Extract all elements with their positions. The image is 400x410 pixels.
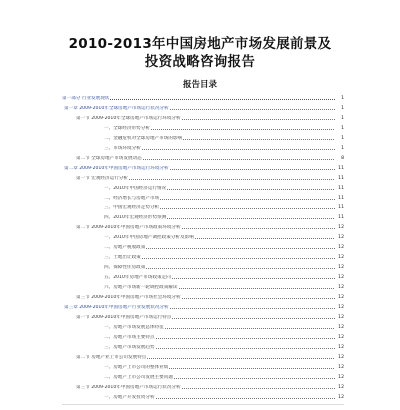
toc-entry-page: 1 <box>341 125 344 131</box>
toc-entry-page: 11 <box>338 185 344 191</box>
toc-entry[interactable] <box>76 223 344 230</box>
toc-leader-dots <box>156 348 335 349</box>
toc-leader-dots <box>110 99 335 100</box>
toc-entry[interactable] <box>104 263 344 270</box>
toc-entry-page: 11 <box>338 175 344 181</box>
toc-leader-dots <box>170 169 335 170</box>
toc-entry-text: 二、房地产税收政策 <box>104 245 146 251</box>
page-divider <box>62 404 344 405</box>
toc-entry-page: 1 <box>341 145 344 151</box>
toc-entry-text: 三、中国宏观经济走势分析 <box>104 205 160 211</box>
toc-entry[interactable] <box>104 273 344 280</box>
toc-entry[interactable] <box>76 353 344 360</box>
toc-entry[interactable] <box>76 293 344 300</box>
toc-leader-dots <box>143 159 335 160</box>
toc-leader-dots <box>167 218 335 219</box>
toc-entry-text: 一、房地产开发投资分析 <box>104 394 155 400</box>
toc-entry-text: 三、土地出让政策 <box>104 255 141 261</box>
toc-leader-dots <box>182 228 335 229</box>
toc-leader-dots <box>156 398 335 399</box>
toc-entry-page: 12 <box>338 314 344 320</box>
toc-entry-page: 12 <box>338 374 344 380</box>
toc-entry-text: 二、金融危机对全球房地产市场的影响 <box>104 135 183 141</box>
toc-entry[interactable] <box>104 134 344 141</box>
report-title-line-1: 2010-2013年中国房地产市场发展前景及 <box>68 36 332 52</box>
toc-entry-page: 11 <box>338 195 344 201</box>
toc-entry-page: 12 <box>338 255 344 261</box>
toc-entry[interactable] <box>104 283 344 290</box>
toc-entry[interactable] <box>76 114 344 121</box>
toc-entry-page: 11 <box>338 165 344 171</box>
toc-entry[interactable] <box>76 383 344 390</box>
toc-leader-dots <box>129 179 335 180</box>
toc-entry-text: 二、房地产市场主要特点 <box>104 334 155 340</box>
toc-entry-page: 12 <box>338 275 344 281</box>
toc-entry[interactable] <box>104 144 344 151</box>
toc-leader-dots <box>156 338 335 339</box>
toc-leader-dots <box>172 278 335 279</box>
toc-entry[interactable] <box>104 343 344 350</box>
toc-entry[interactable] <box>104 363 344 370</box>
toc-leader-dots <box>146 248 335 249</box>
toc-entry-text: 第二节 房地产业上市公司发展特点 <box>76 354 147 360</box>
toc-entry-text: 第一节 宏观经济运行分析 <box>76 175 128 181</box>
toc-entry[interactable] <box>64 303 344 310</box>
toc-entry[interactable] <box>104 323 344 330</box>
toc-entry-page: 12 <box>338 235 344 241</box>
toc-entry-page: 12 <box>338 324 344 330</box>
toc-entry-text: 六、房地产市场新一轮调控政策解读 <box>104 285 178 291</box>
toc-entry-text: 三、房地产市场发展趋势 <box>104 344 155 350</box>
toc-entry[interactable] <box>64 104 344 111</box>
toc-entry[interactable] <box>104 124 344 131</box>
toc-entry-page: 8 <box>341 155 344 161</box>
toc-entry[interactable] <box>64 164 344 171</box>
toc-entry-text: 第一部分 行业发展现状 <box>62 96 110 101</box>
toc-leader-dots <box>182 119 335 120</box>
toc-leader-dots <box>183 139 335 140</box>
toc-entry-text: 第三节 2009-2010年中国房地产市场运行状况分析 <box>76 384 181 390</box>
toc-entry[interactable] <box>104 194 344 201</box>
toc-entry-page: 12 <box>338 354 344 360</box>
toc-leader-dots <box>160 199 335 200</box>
toc-entry-page: 11 <box>338 205 344 211</box>
toc-entry-page: 12 <box>338 394 344 400</box>
toc-entry-page: 11 <box>338 215 344 221</box>
toc-heading: 报告目录 <box>182 80 217 90</box>
toc-leader-dots <box>170 308 335 309</box>
toc-leader-dots <box>160 208 335 209</box>
toc-entry-page: 12 <box>338 384 344 390</box>
toc-entry[interactable] <box>104 373 344 380</box>
toc-entry-page: 12 <box>338 334 344 340</box>
toc-entry-text: 一、全球经济形势分析 <box>104 125 150 131</box>
toc-leader-dots <box>151 129 335 130</box>
toc-entry[interactable] <box>104 253 344 260</box>
toc-entry-text: 第二节 2009-2010年中国房地产市场政策环境分析 <box>76 225 181 231</box>
toc-entry-text: 第一节 2009-2010年全球房地产市场运行环境分析 <box>76 115 181 121</box>
toc-entry-page: 12 <box>338 304 344 310</box>
toc-leader-dots <box>182 388 335 389</box>
toc-entry-text: 一、2010年中国房地产调控政策分析及影响 <box>104 235 194 241</box>
toc-leader-dots <box>142 258 335 259</box>
toc-entry-text: 五、2010年房地产市场政策走向 <box>104 275 171 281</box>
toc-leader-dots <box>182 298 335 299</box>
toc-entry-text: 第一章 2009-2010年全球房地产市场运行状况分析 <box>64 105 169 111</box>
toc-entry-text: 二、经济增长与房地产市场 <box>104 195 160 201</box>
toc-entry-text: 三、市场环境分析 <box>104 145 141 151</box>
toc-leader-dots <box>167 189 335 190</box>
toc-entry-page: 12 <box>338 225 344 231</box>
toc-leader-dots <box>142 149 335 150</box>
toc-leader-dots <box>146 268 335 269</box>
toc-entry-page: 12 <box>338 295 344 300</box>
toc-entry-text: 四、保障性住房政策 <box>104 265 146 271</box>
toc-entry[interactable] <box>76 174 344 181</box>
toc-entry-text: 第三节 2009-2010年中国房地产市场社会环境分析 <box>76 295 181 300</box>
toc-leader-dots <box>165 328 335 329</box>
toc-entry-page: 1 <box>341 105 344 111</box>
toc-leader-dots <box>174 378 335 379</box>
toc-entry-page: 12 <box>338 245 344 251</box>
toc-entry[interactable] <box>104 393 344 400</box>
toc-entry-text: 第三章 2009-2010年中国房地产行业发展状况分析 <box>64 304 169 310</box>
toc-entry-page: 12 <box>338 285 344 291</box>
toc-entry[interactable] <box>104 233 344 240</box>
toc-entry-page: 12 <box>338 364 344 370</box>
toc-entry[interactable] <box>62 94 344 101</box>
toc-entry[interactable] <box>104 203 344 210</box>
toc-leader-dots <box>170 109 335 110</box>
toc-entry-text: 第一节 2009-2010年中国房地产市场运行特点 <box>76 314 172 320</box>
toc-entry[interactable] <box>104 184 344 191</box>
toc-entry-page: 1 <box>341 135 344 141</box>
toc-entry-page: 1 <box>341 96 344 101</box>
toc-leader-dots <box>195 238 335 239</box>
toc-entry[interactable] <box>76 154 344 161</box>
toc-entry-page: 1 <box>341 115 344 121</box>
toc-entry-text: 一、房地产市场发展总体特征 <box>104 324 164 330</box>
toc-entry-page: 12 <box>338 265 344 271</box>
toc-leader-dots <box>169 368 335 369</box>
toc-entry-text: 第二节 全球房地产市场发展动态 <box>76 155 142 161</box>
report-title-line-2: 投资战略咨询报告 <box>144 54 256 70</box>
toc-entry-text: 二、房地产上市公司发展主要问题 <box>104 374 173 380</box>
toc-leader-dots <box>179 288 335 289</box>
toc-entry-text: 一、房地产上市公司的整体业绩 <box>104 364 169 370</box>
toc-entry[interactable] <box>76 313 344 320</box>
toc-entry[interactable] <box>104 243 344 250</box>
toc-leader-dots <box>172 318 335 319</box>
toc-entry[interactable] <box>104 213 344 220</box>
toc-entry-text: 四、2010年宏观经济形势预测 <box>104 215 167 221</box>
toc-entry-text: 第二章 2009-2010年中国房地产市场运行环境分析 <box>64 165 169 171</box>
toc-leader-dots <box>147 358 335 359</box>
toc-entry-text: 一、2010年中国经济运行情况 <box>104 185 167 191</box>
toc-entry[interactable] <box>104 333 344 340</box>
toc-entry-page: 12 <box>338 344 344 350</box>
